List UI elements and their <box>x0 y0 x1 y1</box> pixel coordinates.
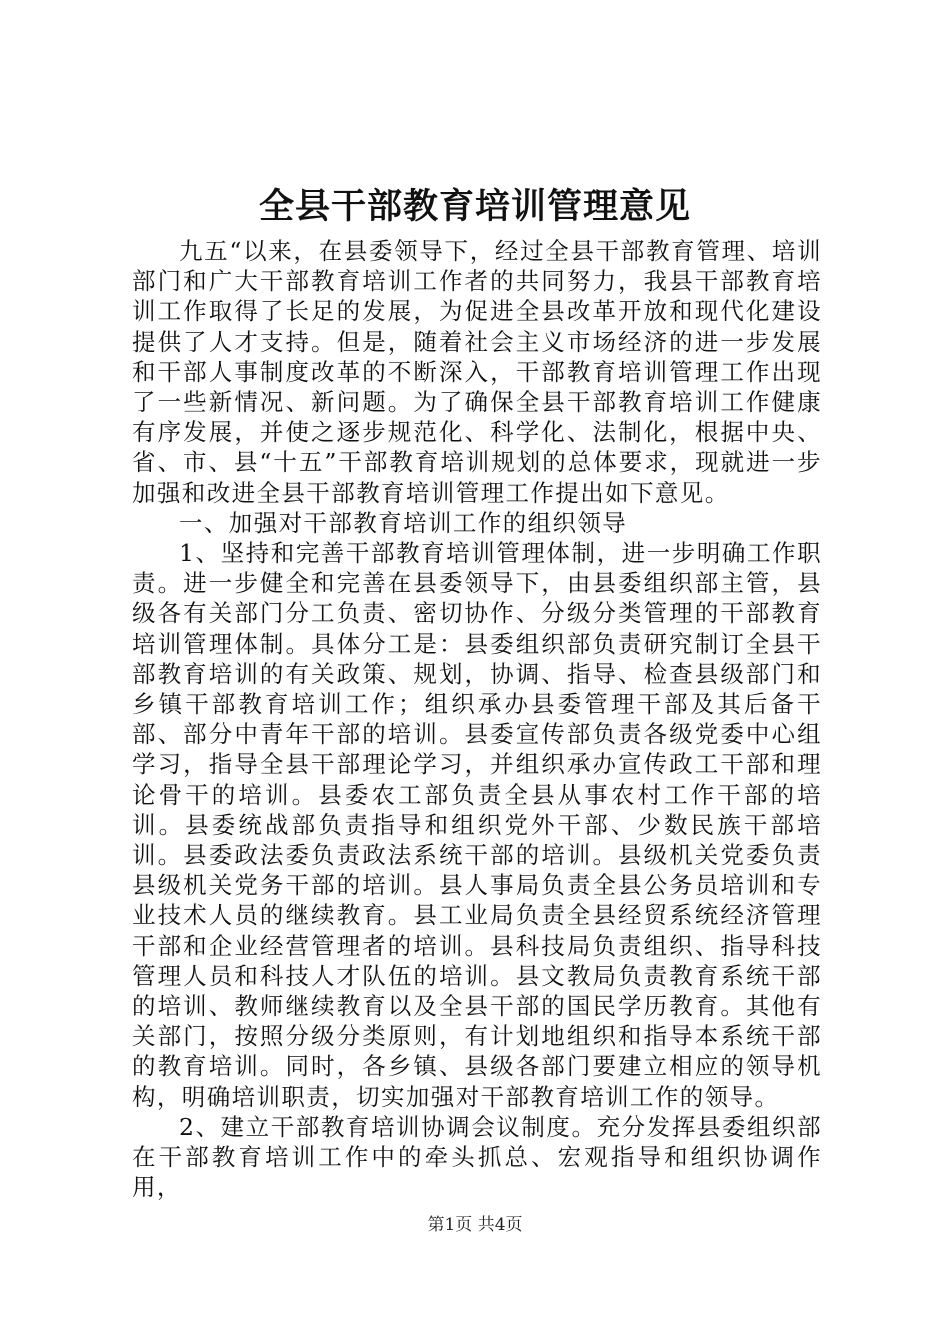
intro-paragraph: 九五“以来，在县委领导下，经过全县干部教育管理、培训部门和广大干部教育培训工作者的共同努力，我县干部教育培训工作取得了长足的发展，为促进全县改革开放和现代化建设提供了人才支持。但是，随着社会主义市场经济的进一步发展和干部人事制度改革的不断深入，干部教育培训管理工作出现了一些新情况、新问题。为了确保全县干部教育培训工作健康有序发展，并使之逐步规范化、科学化、法制化，根据中央、省、市、县“十五”干部教育培训规划的总体要求，现就进一步加强和改进全县干部教育培训管理工作提出如下意见。 <box>132 237 822 507</box>
section-heading: 一、加强对干部教育培训工作的组织领导 <box>179 508 628 537</box>
item-1-paragraph: 1、坚持和完善干部教育培训管理体制，进一步明确工作职责。进一步健全和完善在县委领导下，由县委组织部主管，县级各有关部门分工负责、密切协作、分级分类管理的干部教育培训管理体制。具体分工是：县委组织部负责研究制订全县干部教育培训的有关政策、规划，协调、指导、检查县级部门和乡镇干部教育培训工作；组织承办县委管理干部及其后备干部、部分中青年干部的培训。县委宣传部负责各级党委中心组学习，指导全县干部理论学习，并组织承办宣传政工干部和理论骨干的培训。县委农工部负责全县从事农村工作干部的培训。县委统战部负责指导和组织党外干部、少数民族干部培训。县委政法委负责政法系统干部的培训。县级机关党委负责县级机关党务干部的培训。县人事局负责全县公务员培训和专业技术人员的继续教育。县工业局负责全县经贸系统经济管理干部和企业经营管理者的培训。县科技局负责组织、指导科技管理人员和科技人才队伍的培训。县文教局负责教育系统干部的培训、教师继续教育以及全县干部的国民学历教育。其他有关部门，按照分级分类原则，有计划地组织和指导本系统干部的教育培训。同时，各乡镇、县级各部门要建立相应的领导机构，明确培训职责，切实加强对干部教育培训工作的领导。 <box>132 539 822 1111</box>
document-body <box>132 236 822 1203</box>
page-footer: 第1页 共4页 <box>427 1215 523 1235</box>
document-title: 全县干部教育培训管理意见 <box>258 186 691 227</box>
item-2-paragraph: 2、建立干部教育培训协调会议制度。充分发挥县委组织部在干部教育培训工作中的牵头抓总、宏观指导和组织协调作用， <box>132 1112 822 1202</box>
